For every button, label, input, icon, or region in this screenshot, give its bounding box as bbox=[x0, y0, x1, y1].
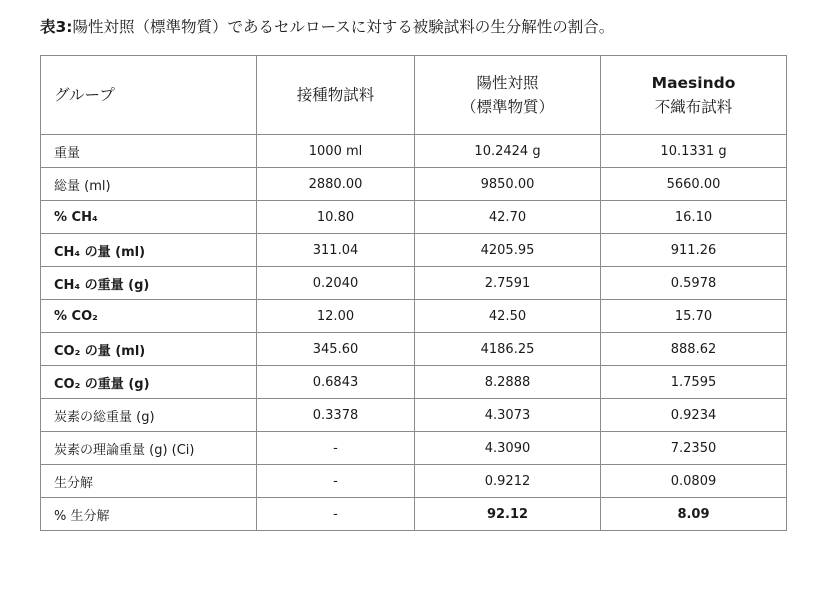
data-table bbox=[40, 55, 787, 531]
table-row bbox=[41, 399, 787, 432]
header-positive-line2: （標準物質） bbox=[460, 98, 554, 116]
caption-label: 表3: bbox=[40, 18, 73, 36]
row-label: % CH₄ bbox=[41, 201, 257, 234]
header-positive-line1: 陽性対照 bbox=[476, 74, 539, 92]
cell-positive: 42.50 bbox=[415, 300, 601, 333]
cell-inoculum: 0.3378 bbox=[257, 399, 415, 432]
cell-positive: 9850.00 bbox=[415, 168, 601, 201]
header-maesindo-line2: 不織布試料 bbox=[654, 98, 733, 116]
header-positive-control bbox=[415, 56, 601, 135]
cell-positive: 4.3090 bbox=[415, 432, 601, 465]
table-row bbox=[41, 366, 787, 399]
table-caption bbox=[40, 16, 830, 38]
cell-positive: 0.9212 bbox=[415, 465, 601, 498]
table-row bbox=[41, 432, 787, 465]
cell-inoculum: - bbox=[257, 432, 415, 465]
table-row bbox=[41, 168, 787, 201]
row-label: 炭素の理論重量 (g) (Ci) bbox=[41, 432, 257, 465]
cell-positive: 4205.95 bbox=[415, 234, 601, 267]
row-label: CH₄ の量 (ml) bbox=[41, 234, 257, 267]
cell-inoculum: - bbox=[257, 498, 415, 531]
row-label: 炭素の総重量 (g) bbox=[41, 399, 257, 432]
table-row bbox=[41, 234, 787, 267]
table-row bbox=[41, 135, 787, 168]
cell-positive: 42.70 bbox=[415, 201, 601, 234]
cell-maesindo: 16.10 bbox=[601, 201, 787, 234]
row-label: % 生分解 bbox=[41, 498, 257, 531]
row-label: 総量 (ml) bbox=[41, 168, 257, 201]
cell-inoculum: 12.00 bbox=[257, 300, 415, 333]
table-row bbox=[41, 300, 787, 333]
cell-maesindo: 8.09 bbox=[601, 498, 787, 531]
row-label: 生分解 bbox=[41, 465, 257, 498]
cell-positive: 8.2888 bbox=[415, 366, 601, 399]
cell-maesindo: 0.0809 bbox=[601, 465, 787, 498]
cell-positive: 92.12 bbox=[415, 498, 601, 531]
cell-positive: 2.7591 bbox=[415, 267, 601, 300]
header-maesindo bbox=[601, 56, 787, 135]
cell-inoculum: 1000 ml bbox=[257, 135, 415, 168]
row-label: 重量 bbox=[41, 135, 257, 168]
row-label: CO₂ の重量 (g) bbox=[41, 366, 257, 399]
header-inoculum: 接種物試料 bbox=[257, 56, 415, 135]
cell-inoculum: - bbox=[257, 465, 415, 498]
cell-maesindo: 0.9234 bbox=[601, 399, 787, 432]
header-group: グループ bbox=[41, 56, 257, 135]
table-row bbox=[41, 465, 787, 498]
cell-inoculum: 0.6843 bbox=[257, 366, 415, 399]
cell-maesindo: 5660.00 bbox=[601, 168, 787, 201]
table-row bbox=[41, 201, 787, 234]
cell-maesindo: 888.62 bbox=[601, 333, 787, 366]
cell-inoculum: 311.04 bbox=[257, 234, 415, 267]
table-row bbox=[41, 333, 787, 366]
caption-text: 陽性対照（標準物質）であるセルロースに対する被験試料の生分解性の割合。 bbox=[72, 18, 615, 36]
cell-maesindo: 15.70 bbox=[601, 300, 787, 333]
cell-maesindo: 1.7595 bbox=[601, 366, 787, 399]
cell-inoculum: 0.2040 bbox=[257, 267, 415, 300]
table-row bbox=[41, 498, 787, 531]
header-maesindo-line1: Maesindo bbox=[651, 74, 736, 92]
table-header-row bbox=[41, 56, 787, 135]
cell-positive: 4186.25 bbox=[415, 333, 601, 366]
cell-maesindo: 7.2350 bbox=[601, 432, 787, 465]
cell-maesindo: 0.5978 bbox=[601, 267, 787, 300]
table-row bbox=[41, 267, 787, 300]
row-label: CH₄ の重量 (g) bbox=[41, 267, 257, 300]
cell-inoculum: 345.60 bbox=[257, 333, 415, 366]
cell-maesindo: 10.1331 g bbox=[601, 135, 787, 168]
cell-inoculum: 10.80 bbox=[257, 201, 415, 234]
cell-inoculum: 2880.00 bbox=[257, 168, 415, 201]
cell-maesindo: 911.26 bbox=[601, 234, 787, 267]
cell-positive: 4.3073 bbox=[415, 399, 601, 432]
cell-positive: 10.2424 g bbox=[415, 135, 601, 168]
row-label: CO₂ の量 (ml) bbox=[41, 333, 257, 366]
row-label: % CO₂ bbox=[41, 300, 257, 333]
